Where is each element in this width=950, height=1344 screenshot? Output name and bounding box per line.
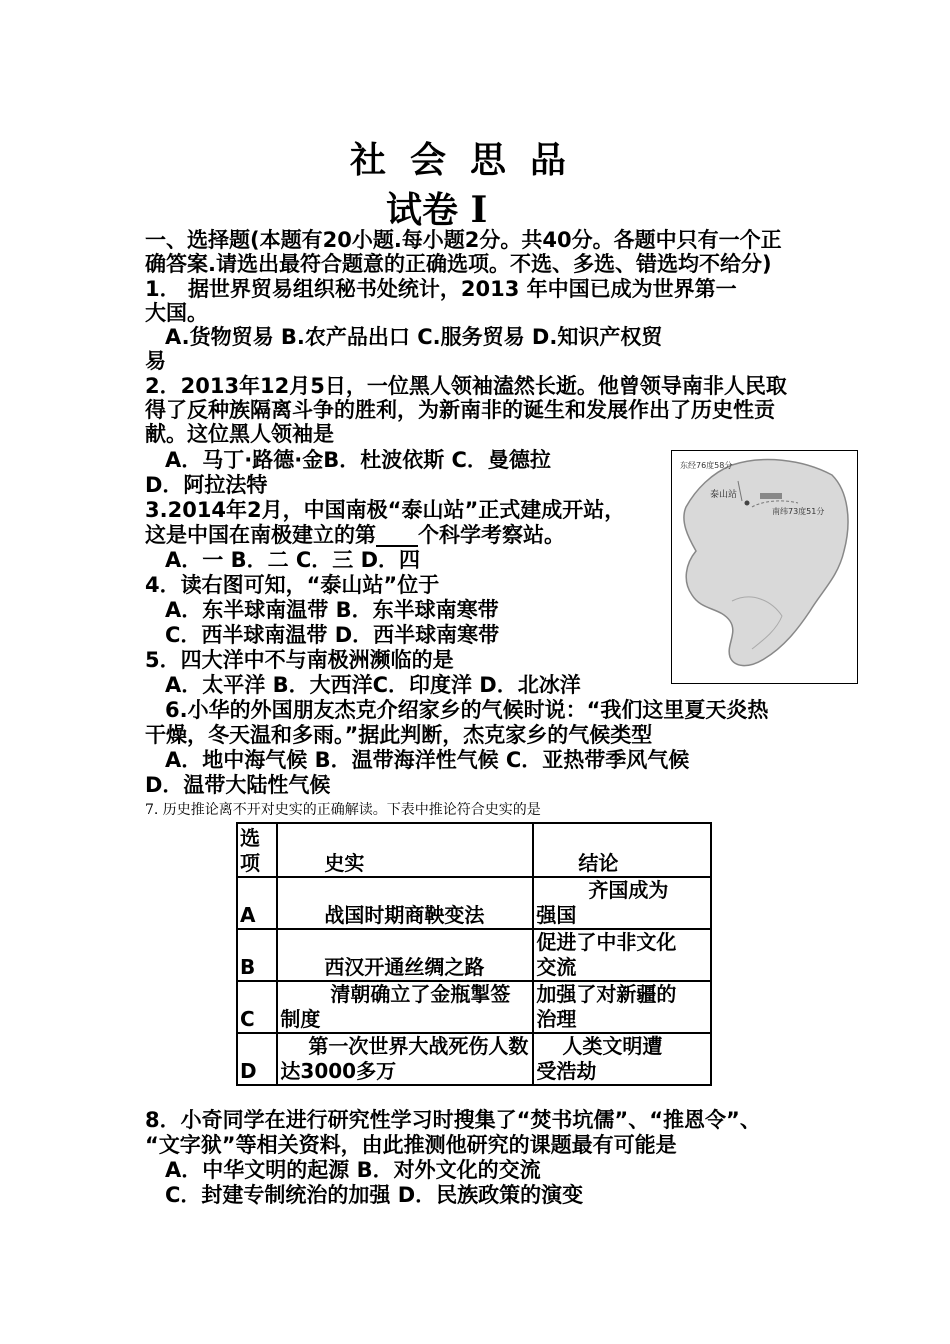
table-row: [237, 929, 711, 981]
q6-stem-line1: 6.小华的外国朋友杰克介绍家乡的气候时说：“我们这里夏天炎热: [165, 698, 769, 722]
table-row: [237, 877, 711, 929]
q8-stem-line1: 8．小奇同学在进行研究性学习时搜集了“焚书坑儒”、“推恩令”、: [145, 1108, 761, 1132]
header-option: 选项: [237, 823, 277, 877]
header-conclusion: 结论: [533, 823, 711, 877]
q5-stem: 5．四大洋中不与南极洲濒临的是: [145, 648, 454, 672]
q1-options-wrap: 易: [145, 349, 166, 373]
map-label-station: 泰山站: [710, 490, 738, 500]
table-header-row: [237, 823, 711, 877]
q6-option-d: D．温带大陆性气候: [145, 773, 331, 797]
row-fact: 战国时期商鞅变法: [277, 877, 533, 929]
q3-options: A．一 B．二 C．三 D．四: [165, 548, 421, 572]
q6-stem-line2: 干燥，冬天温和多雨。”据此判断，杰克家乡的气候类型: [145, 723, 653, 747]
q1-options: A.货物贸易 B.农产品出口 C.服务贸易 D.知识产权贸: [165, 325, 663, 349]
subject-title: 社会思品: [350, 139, 591, 181]
q2-stem-line1: 2．2013年12月5日，一位黑人领袖溘然长逝。他曾领导南非人民取: [145, 374, 787, 398]
row-option: D: [237, 1033, 277, 1085]
row-fact: 西汉开通丝绸之路: [277, 929, 533, 981]
row-conclusion: 促进了中非文化交流: [533, 929, 711, 981]
q7-stem: 7. 历史推论离不开对史实的正确解读。下表中推论符合史实的是: [145, 802, 541, 818]
q2-stem-line3: 献。这位黑人领袖是: [145, 422, 334, 446]
row-option: B: [237, 929, 277, 981]
map-label-latitude: 南纬73度51分: [772, 507, 825, 516]
q8-stem-line2: “文字狱”等相关资料，由此推测他研究的课题最有可能是: [145, 1133, 677, 1157]
q8-options-line1: A．中华文明的起源 B．对外文化的交流: [165, 1158, 541, 1182]
row-option: C: [237, 981, 277, 1033]
q2-options: A．马丁·路德·金B．杜波依斯 C．曼德拉: [165, 448, 551, 472]
q1-stem-line1: 1． 据世界贸易组织秘书处统计，2013 年中国已成为世界第一: [145, 277, 737, 301]
row-conclusion: 人类文明遭受浩劫: [533, 1033, 711, 1085]
q4-stem: 4．读右图可知，“泰山站”位于: [145, 573, 440, 597]
row-option: A: [237, 877, 277, 929]
row-fact: 第一次世界大战死伤人数达3000多万: [277, 1033, 533, 1085]
q4-options-line2: C．西半球南温带 D．西半球南寒带: [165, 623, 500, 647]
section-instructions-line1: 一、选择题(本题有20小题.每小题2分。共40分。各题中只有一个正: [145, 228, 782, 252]
row-conclusion: 加强了对新疆的治理: [533, 981, 711, 1033]
q3-stem-line1: 3.2014年2月，中国南极“泰山站”正式建成开站，: [145, 498, 626, 522]
q2-option-d: D．阿拉法特: [145, 473, 268, 497]
history-table: [236, 822, 712, 1086]
paper-title: 试卷 Ⅰ: [386, 189, 488, 231]
q6-options: A．地中海气候 B．温带海洋性气候 C．亚热带季风气候: [165, 748, 690, 772]
q3-stem-line2: 这是中国在南极建立的第____个科学考察站。: [145, 523, 565, 547]
antarctica-map-figure: [671, 450, 858, 684]
q5-options: A．太平洋 B．大西洋C．印度洋 D．北冰洋: [165, 673, 581, 697]
map-label-longitude: 东经76度58分: [680, 461, 733, 470]
header-fact: 史实: [277, 823, 533, 877]
table-row: [237, 1033, 711, 1085]
row-conclusion: 齐国成为强国: [533, 877, 711, 929]
q8-options-line2: C．封建专制统治的加强 D．民族政策的演变: [165, 1183, 584, 1207]
q2-stem-line2: 得了反种族隔离斗争的胜利，为新南非的诞生和发展作出了历史性贡: [145, 398, 775, 422]
antarctica-map-icon: [672, 451, 857, 683]
q1-stem-line2: 大国。: [145, 301, 208, 325]
row-fact: 清朝确立了金瓶掣签制度: [277, 981, 533, 1033]
section-instructions-line2: 确答案.请选出最符合题意的正确选项。不选、多选、错选均不给分): [145, 252, 772, 276]
q4-options-line1: A．东半球南温带 B．东半球南寒带: [165, 598, 499, 622]
table-row: [237, 981, 711, 1033]
